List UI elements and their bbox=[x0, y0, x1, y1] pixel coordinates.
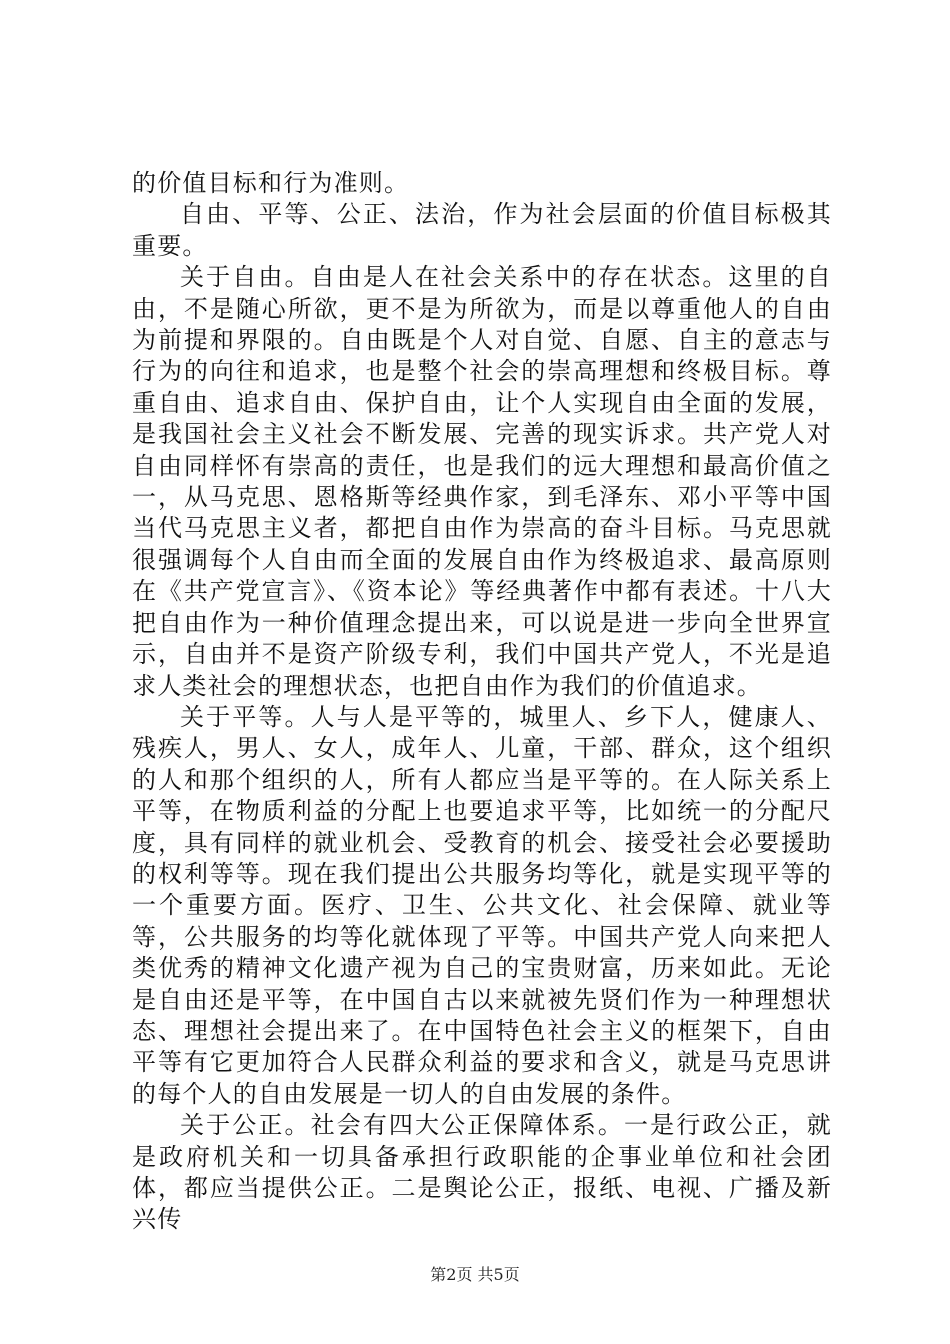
paragraph-equality: 关于平等。人与人是平等的，城里人、乡下人，健康人、残疾人，男人、女人，成年人、儿童，干部、群众，这个组织的人和那个组织的人，所有人都应当是平等的。在人际关系上平等，在物质利益的分配上也要追求平等，比如统一的分配尺度，具有同样的就业机会、受教育的机会、接受社会必要援助的权利等等。现在我们提出公共服务均等化，就是实现平等的一个重要方面。医疗、卫生、公共文化、社会保障、就业等等，公共服务的均等化就体现了平等。中国共产党人向来把人类优秀的精神文化遗产视为自己的宝贵财富，历来如此。无论是自由还是平等，在中国自古以来就被先贤们作为一种理想状态、理想社会提出来了。在中国特色社会主义的框架下，自由平等有它更加符合人民群众利益的要求和含义，就是马克思讲的每个人的自由发展是一切人的自由发展的条件。 bbox=[132, 702, 832, 1108]
page-number-footer: 第2页 共5页 bbox=[430, 1265, 520, 1284]
paragraph-social-values: 自由、平等、公正、法治，作为社会层面的价值目标极其重要。 bbox=[132, 200, 832, 260]
paragraph-freedom: 关于自由。自由是人在社会关系中的存在状态。这里的自由，不是随心所欲，更不是为所欲为，而是以尊重他人的自由为前提和界限的。自由既是个人对自觉、自愿、自主的意志与行为的向往和追求，也是整个社会的崇高理想和终极目标。尊重自由、追求自由、保护自由，让个人实现自由全面的发展，是我国社会主义社会不断发展、完善的现实诉求。共产党人对自由同样怀有崇高的责任，也是我们的远大理想和最高价值之一，从马克思、恩格斯等经典作家，到毛泽东、邓小平等中国当代马克思主义者，都把自由作为崇高的奋斗目标。马克思就很强调每个人自由而全面的发展自由作为终极追求、最高原则在《共产党宣言》、《资本论》等经典著作中都有表述。十八大把自由作为一种价值理念提出来，可以说是进一步向全世界宣示，自由并不是资产阶级专利，我们中国共产党人，不光是追求人类社会的理想状态，也把自由作为我们的价值追求。 bbox=[132, 263, 832, 700]
paragraph-continuation: 的价值目标和行为准则。 bbox=[132, 169, 410, 197]
paragraph-justice: 关于公正。社会有四大公正保障体系。一是行政公正，就是政府机关和一切具备承担行政职能的企事业单位和社会团体，都应当提供公正。二是舆论公正，报纸、电视、广播及新兴传 bbox=[132, 1111, 832, 1234]
document-body bbox=[132, 168, 832, 1236]
